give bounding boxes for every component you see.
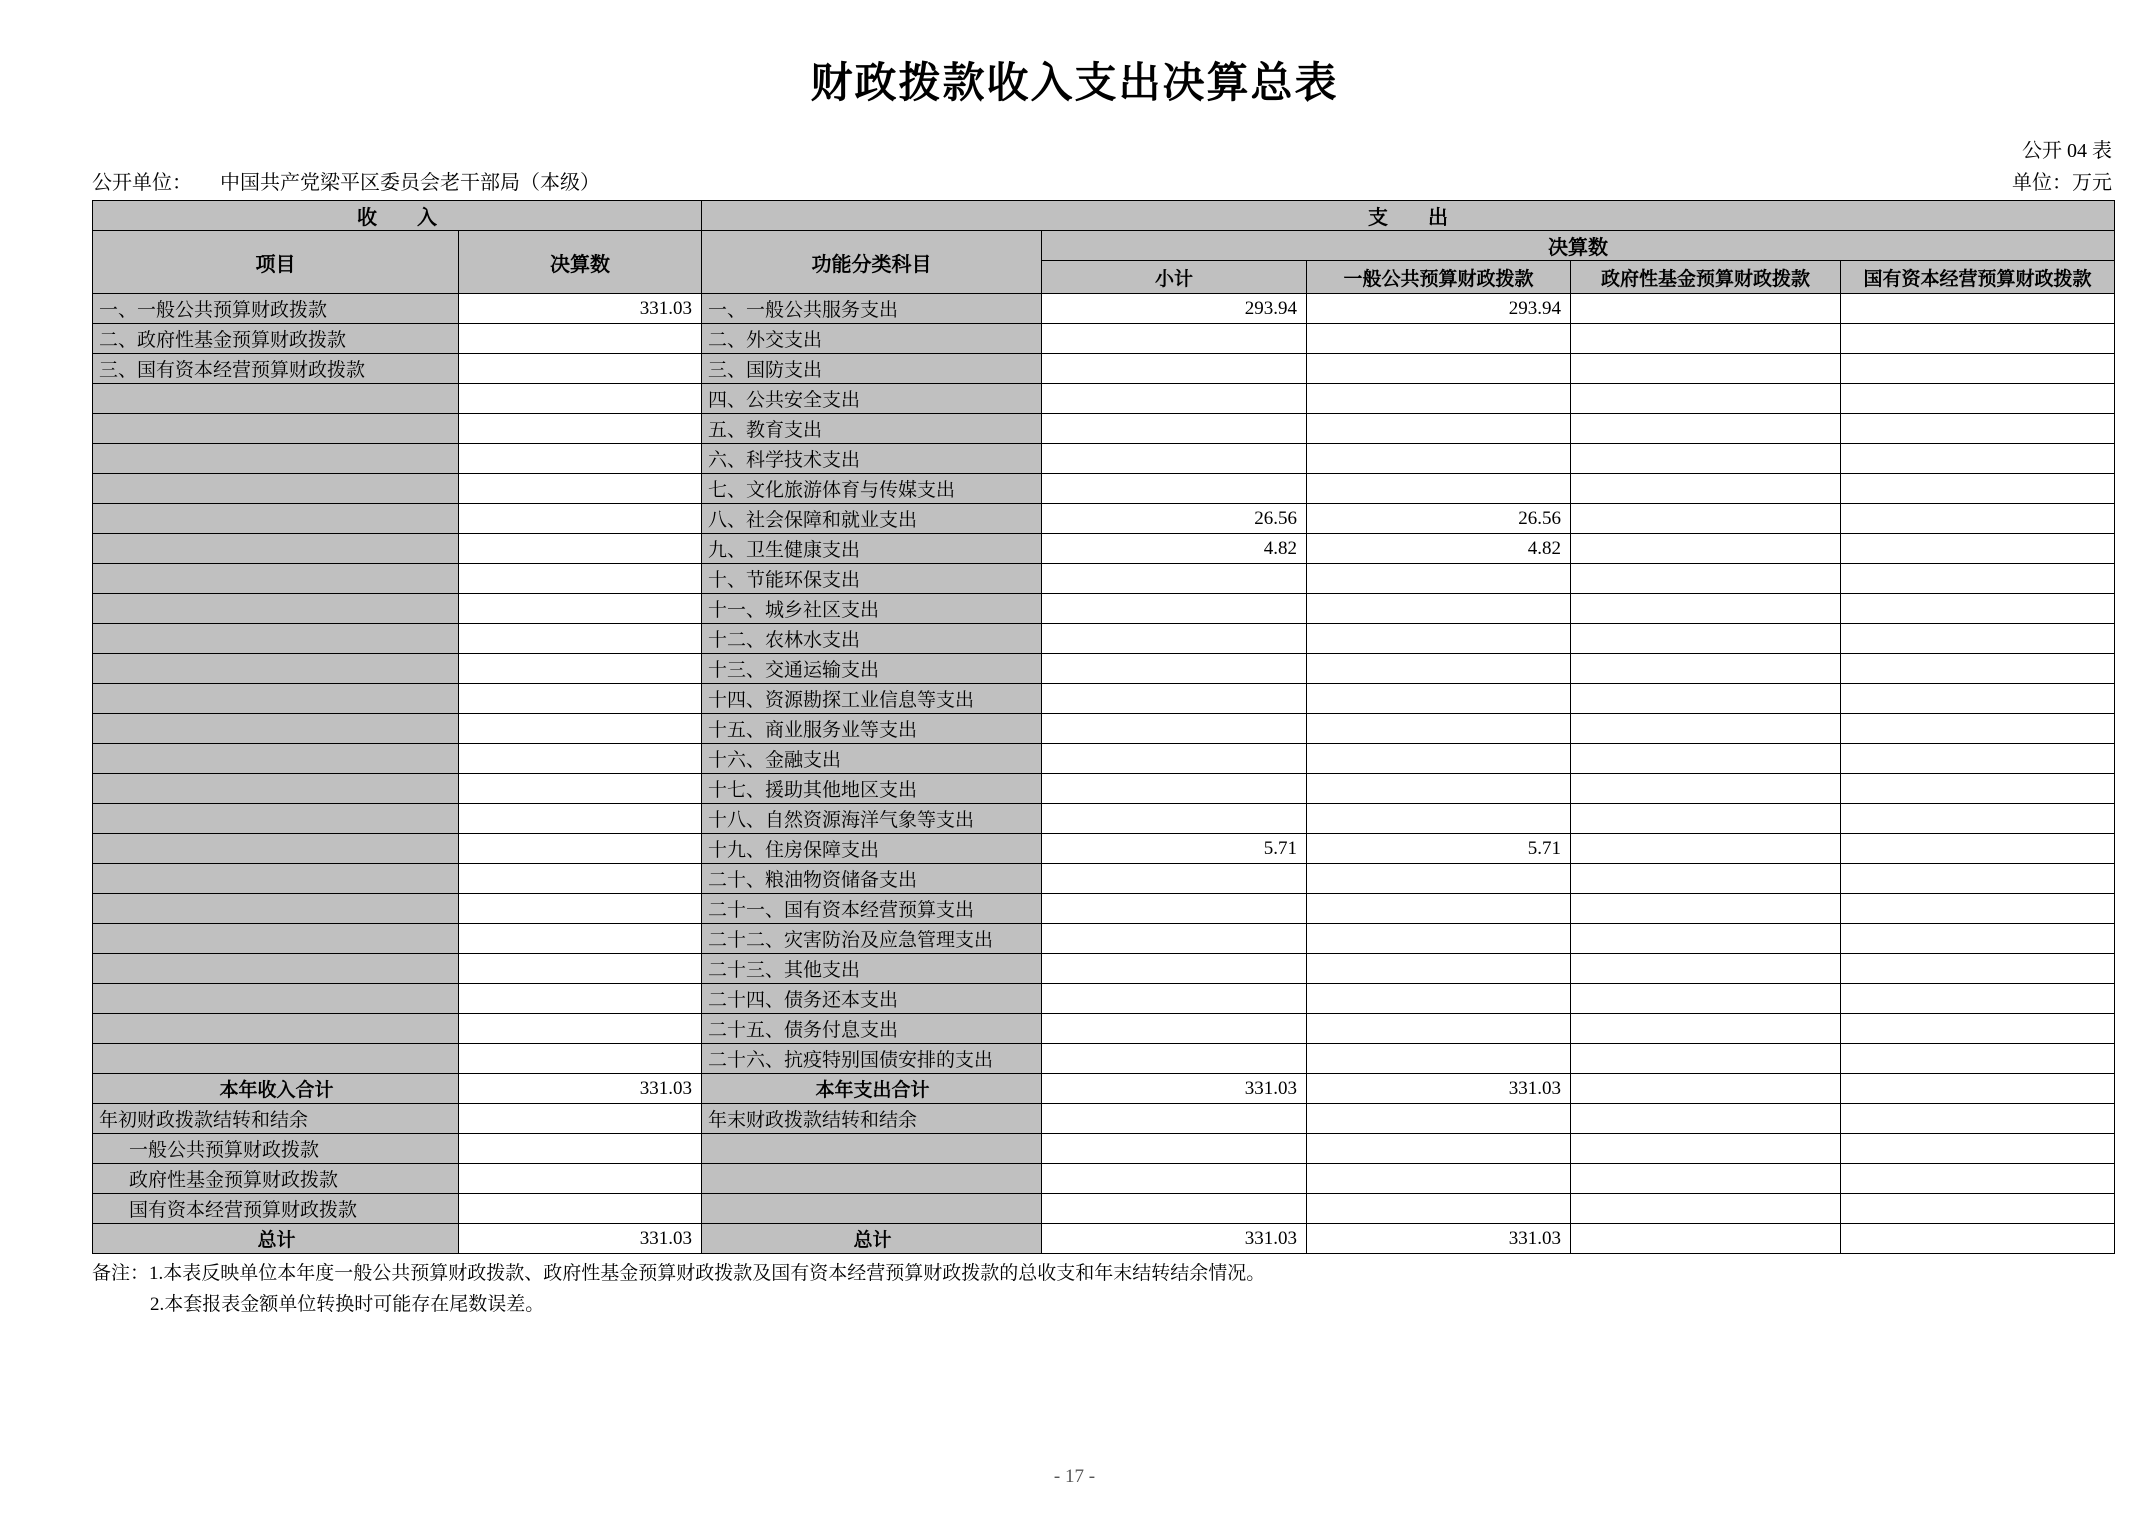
expense-state-capital-cell	[1841, 804, 2115, 834]
table-row	[93, 1164, 2115, 1194]
revenue-value-cell	[459, 414, 702, 444]
expense-gov-fund-cell	[1571, 384, 1841, 414]
expense-state-capital-cell	[1841, 834, 2115, 864]
expense-item-cell: 十七、援助其他地区支出	[702, 774, 1042, 804]
expense-gov-fund-cell	[1571, 654, 1841, 684]
revenue-value-cell	[459, 924, 702, 954]
expense-gov-fund-cell	[1571, 684, 1841, 714]
table-row	[93, 714, 2115, 744]
expense-item-cell: 六、科学技术支出	[702, 444, 1042, 474]
expense-state-capital-cell	[1841, 384, 2115, 414]
revenue-value-cell	[459, 534, 702, 564]
revenue-value-cell	[459, 384, 702, 414]
revenue-value-cell	[459, 624, 702, 654]
sheet-number: 公开 04 表	[2022, 140, 2112, 162]
table-row	[93, 1074, 2115, 1104]
expense-gov-fund-cell	[1571, 894, 1841, 924]
expense-state-capital-cell	[1841, 564, 2115, 594]
revenue-value-cell	[459, 1164, 702, 1194]
revenue-value-cell	[459, 954, 702, 984]
expense-general-budget-cell: 4.82	[1307, 534, 1571, 564]
revenue-item-cell	[93, 654, 459, 684]
table-row	[93, 444, 2115, 474]
col-header-general-budget: 一般公共预算财政拨款	[1307, 261, 1571, 294]
revenue-value-cell: 331.03	[459, 1224, 702, 1254]
expense-state-capital-cell	[1841, 984, 2115, 1014]
expense-gov-fund-cell	[1571, 1074, 1841, 1104]
expense-state-capital-cell	[1841, 1104, 2115, 1134]
expense-state-capital-cell	[1841, 894, 2115, 924]
expense-subtotal-cell	[1042, 384, 1307, 414]
revenue-item-cell: 三、国有资本经营预算财政拨款	[93, 354, 459, 384]
revenue-value-cell	[459, 324, 702, 354]
expense-item-cell: 十三、交通运输支出	[702, 654, 1042, 684]
revenue-item-cell	[93, 534, 459, 564]
revenue-item-cell	[93, 864, 459, 894]
expense-item-cell	[702, 1194, 1042, 1224]
expense-gov-fund-cell	[1571, 534, 1841, 564]
expense-gov-fund-cell	[1571, 924, 1841, 954]
expense-gov-fund-cell	[1571, 504, 1841, 534]
revenue-item-cell	[93, 444, 459, 474]
table-row	[93, 624, 2115, 654]
expense-gov-fund-cell	[1571, 444, 1841, 474]
expense-state-capital-cell	[1841, 684, 2115, 714]
revenue-value-cell	[459, 684, 702, 714]
expense-subtotal-cell: 331.03	[1042, 1074, 1307, 1104]
col-header-gov-fund-budget: 政府性基金预算财政拨款	[1571, 261, 1841, 294]
note-line-1: 备注：1.本表反映单位本年度一般公共预算财政拨款、政府性基金预算财政拨款及国有资本经营预算财政拨款的总收支和年末结转结余情况。	[92, 1263, 1266, 1284]
revenue-value-cell: 331.03	[459, 1074, 702, 1104]
table-row	[93, 1104, 2115, 1134]
expense-state-capital-cell	[1841, 594, 2115, 624]
expense-general-budget-cell	[1307, 804, 1571, 834]
expense-general-budget-cell	[1307, 594, 1571, 624]
expense-general-budget-cell	[1307, 954, 1571, 984]
expense-subtotal-cell	[1042, 624, 1307, 654]
expense-state-capital-cell	[1841, 444, 2115, 474]
revenue-item-cell: 政府性基金预算财政拨款	[93, 1164, 459, 1194]
expense-gov-fund-cell	[1571, 354, 1841, 384]
expense-general-budget-cell	[1307, 1044, 1571, 1074]
revenue-value-cell	[459, 564, 702, 594]
expense-gov-fund-cell	[1571, 774, 1841, 804]
revenue-item-cell	[93, 414, 459, 444]
expense-subtotal-cell: 331.03	[1042, 1224, 1307, 1254]
expense-subtotal-cell	[1042, 1014, 1307, 1044]
expense-gov-fund-cell	[1571, 1044, 1841, 1074]
expense-subtotal-cell	[1042, 684, 1307, 714]
expense-general-budget-cell	[1307, 894, 1571, 924]
expense-item-cell: 十四、资源勘探工业信息等支出	[702, 684, 1042, 714]
expense-subtotal-cell	[1042, 1104, 1307, 1134]
revenue-value-cell	[459, 864, 702, 894]
revenue-value-cell	[459, 474, 702, 504]
revenue-item-cell	[93, 684, 459, 714]
revenue-item-cell: 国有资本经营预算财政拨款	[93, 1194, 459, 1224]
col-header-subtotal: 小计	[1042, 261, 1307, 294]
table-row	[93, 804, 2115, 834]
revenue-item-cell	[93, 474, 459, 504]
page-number: - 17 -	[1053, 1466, 1096, 1487]
revenue-value-cell	[459, 984, 702, 1014]
expense-gov-fund-cell	[1571, 1164, 1841, 1194]
expense-item-cell	[702, 1134, 1042, 1164]
expense-subtotal-cell	[1042, 954, 1307, 984]
revenue-value-cell	[459, 594, 702, 624]
expense-state-capital-cell	[1841, 534, 2115, 564]
revenue-value-cell	[459, 1014, 702, 1044]
expense-general-budget-cell	[1307, 324, 1571, 354]
expense-state-capital-cell	[1841, 624, 2115, 654]
expense-general-budget-cell: 293.94	[1307, 294, 1571, 324]
expense-subtotal-cell	[1042, 804, 1307, 834]
expense-general-budget-cell	[1307, 564, 1571, 594]
expense-state-capital-cell	[1841, 1074, 2115, 1104]
col-header-final-amount: 决算数	[459, 231, 702, 294]
revenue-item-cell: 年初财政拨款结转和结余	[93, 1104, 459, 1134]
table-row	[93, 894, 2115, 924]
expense-state-capital-cell	[1841, 744, 2115, 774]
expense-item-cell: 二十六、抗疫特别国债安排的支出	[702, 1044, 1042, 1074]
expense-subtotal-cell	[1042, 894, 1307, 924]
table-row	[93, 354, 2115, 384]
expense-subtotal-cell	[1042, 714, 1307, 744]
expense-item-cell: 七、文化旅游体育与传媒支出	[702, 474, 1042, 504]
expense-item-cell: 二十二、灾害防治及应急管理支出	[702, 924, 1042, 954]
revenue-value-cell	[459, 1044, 702, 1074]
expense-item-cell: 二十四、债务还本支出	[702, 984, 1042, 1014]
table-row	[93, 594, 2115, 624]
expense-state-capital-cell	[1841, 1044, 2115, 1074]
page-title: 财政拨款收入支出决算总表	[810, 61, 1339, 107]
revenue-item-cell	[93, 1044, 459, 1074]
table-row	[93, 474, 2115, 504]
expense-subtotal-cell	[1042, 1164, 1307, 1194]
expense-item-cell: 二、外交支出	[702, 324, 1042, 354]
revenue-value-cell	[459, 744, 702, 774]
expense-state-capital-cell	[1841, 864, 2115, 894]
expense-state-capital-cell	[1841, 1224, 2115, 1254]
table-row	[93, 564, 2115, 594]
expense-gov-fund-cell	[1571, 1104, 1841, 1134]
expense-gov-fund-cell	[1571, 804, 1841, 834]
expense-state-capital-cell	[1841, 324, 2115, 354]
expense-item-cell: 九、卫生健康支出	[702, 534, 1042, 564]
expense-state-capital-cell	[1841, 294, 2115, 324]
expense-item-cell: 十五、商业服务业等支出	[702, 714, 1042, 744]
expense-state-capital-cell	[1841, 504, 2115, 534]
expense-subtotal-cell	[1042, 444, 1307, 474]
table-row	[93, 294, 2115, 324]
expense-item-cell: 四、公共安全支出	[702, 384, 1042, 414]
note-line-2: 2.本套报表金额单位转换时可能存在尾数误差。	[150, 1294, 545, 1315]
table-row	[93, 924, 2115, 954]
revenue-value-cell	[459, 894, 702, 924]
col-header-final-amount-group: 决算数	[1042, 231, 2115, 261]
expense-general-budget-cell	[1307, 744, 1571, 774]
revenue-value-cell	[459, 354, 702, 384]
expense-state-capital-cell	[1841, 414, 2115, 444]
expense-general-budget-cell	[1307, 1014, 1571, 1044]
expense-general-budget-cell: 331.03	[1307, 1224, 1571, 1254]
expense-gov-fund-cell	[1571, 1224, 1841, 1254]
expense-subtotal-cell: 293.94	[1042, 294, 1307, 324]
expense-subtotal-cell	[1042, 984, 1307, 1014]
expense-subtotal-cell	[1042, 654, 1307, 684]
revenue-value-cell	[459, 804, 702, 834]
expense-gov-fund-cell	[1571, 594, 1841, 624]
expense-subtotal-cell	[1042, 924, 1307, 954]
revenue-value-cell	[459, 654, 702, 684]
expense-item-cell: 五、教育支出	[702, 414, 1042, 444]
expense-gov-fund-cell	[1571, 1134, 1841, 1164]
expense-item-cell: 年末财政拨款结转和结余	[702, 1104, 1042, 1134]
expense-state-capital-cell	[1841, 924, 2115, 954]
table-row	[93, 984, 2115, 1014]
table-row	[93, 384, 2115, 414]
table-header-row	[93, 231, 2115, 261]
expense-general-budget-cell	[1307, 414, 1571, 444]
expense-state-capital-cell	[1841, 774, 2115, 804]
expense-general-budget-cell	[1307, 474, 1571, 504]
table-row	[93, 654, 2115, 684]
expense-general-budget-cell: 331.03	[1307, 1074, 1571, 1104]
expense-general-budget-cell	[1307, 384, 1571, 414]
expense-item-cell: 八、社会保障和就业支出	[702, 504, 1042, 534]
expense-general-budget-cell	[1307, 864, 1571, 894]
expense-item-cell: 二十五、债务付息支出	[702, 1014, 1042, 1044]
revenue-value-cell	[459, 834, 702, 864]
expense-general-budget-cell	[1307, 444, 1571, 474]
expense-subtotal-cell	[1042, 1044, 1307, 1074]
expense-section-header: 支 出	[702, 201, 2115, 231]
expense-general-budget-cell	[1307, 1134, 1571, 1164]
table-row	[93, 1014, 2115, 1044]
table-row	[93, 864, 2115, 894]
expense-general-budget-cell	[1307, 654, 1571, 684]
expense-state-capital-cell	[1841, 714, 2115, 744]
revenue-value-cell	[459, 444, 702, 474]
expense-item-cell: 十、节能环保支出	[702, 564, 1042, 594]
expense-gov-fund-cell	[1571, 744, 1841, 774]
revenue-item-cell: 二、政府性基金预算财政拨款	[93, 324, 459, 354]
revenue-item-cell: 总计	[93, 1224, 459, 1254]
revenue-value-cell	[459, 1134, 702, 1164]
table-row	[93, 744, 2115, 774]
expense-subtotal-cell	[1042, 414, 1307, 444]
expense-state-capital-cell	[1841, 1134, 2115, 1164]
table-row	[93, 1134, 2115, 1164]
revenue-item-cell	[93, 1014, 459, 1044]
expense-gov-fund-cell	[1571, 624, 1841, 654]
meta-row	[92, 166, 2112, 195]
revenue-item-cell	[93, 504, 459, 534]
revenue-item-cell	[93, 984, 459, 1014]
expense-item-cell: 总计	[702, 1224, 1042, 1254]
expense-general-budget-cell: 26.56	[1307, 504, 1571, 534]
expense-subtotal-cell	[1042, 324, 1307, 354]
publishing-unit-label: 公开单位：	[92, 172, 192, 194]
table-row	[93, 1194, 2115, 1224]
expense-subtotal-cell	[1042, 1134, 1307, 1164]
expense-subtotal-cell	[1042, 594, 1307, 624]
table-row	[93, 1044, 2115, 1074]
expense-state-capital-cell	[1841, 954, 2115, 984]
budget-table	[92, 200, 2115, 1254]
expense-gov-fund-cell	[1571, 294, 1841, 324]
revenue-value-cell	[459, 1194, 702, 1224]
expense-state-capital-cell	[1841, 1164, 2115, 1194]
table-row	[93, 834, 2115, 864]
expense-item-cell: 十九、住房保障支出	[702, 834, 1042, 864]
table-body	[93, 294, 2115, 1254]
col-header-state-capital-budget: 国有资本经营预算财政拨款	[1841, 261, 2115, 294]
expense-subtotal-cell: 4.82	[1042, 534, 1307, 564]
expense-state-capital-cell	[1841, 354, 2115, 384]
expense-item-cell: 十六、金融支出	[702, 744, 1042, 774]
revenue-item-cell	[93, 714, 459, 744]
revenue-item-cell	[93, 834, 459, 864]
expense-item-cell: 三、国防支出	[702, 354, 1042, 384]
expense-subtotal-cell	[1042, 564, 1307, 594]
unit-label: 单位：万元	[2012, 172, 2112, 194]
expense-item-cell: 本年支出合计	[702, 1074, 1042, 1104]
revenue-value-cell	[459, 504, 702, 534]
expense-gov-fund-cell	[1571, 1014, 1841, 1044]
expense-general-budget-cell	[1307, 984, 1571, 1014]
expense-general-budget-cell	[1307, 684, 1571, 714]
expense-subtotal-cell	[1042, 864, 1307, 894]
col-header-item: 项目	[93, 231, 459, 294]
table-row	[93, 1224, 2115, 1254]
revenue-item-cell	[93, 744, 459, 774]
expense-state-capital-cell	[1841, 474, 2115, 504]
notes	[92, 1258, 2112, 1320]
expense-gov-fund-cell	[1571, 954, 1841, 984]
revenue-value-cell: 331.03	[459, 294, 702, 324]
table-row	[93, 684, 2115, 714]
expense-general-budget-cell	[1307, 774, 1571, 804]
expense-item-cell	[702, 1164, 1042, 1194]
table-row	[93, 504, 2115, 534]
revenue-item-cell	[93, 924, 459, 954]
expense-state-capital-cell	[1841, 1194, 2115, 1224]
expense-state-capital-cell	[1841, 1014, 2115, 1044]
table-row	[93, 774, 2115, 804]
revenue-item-cell	[93, 894, 459, 924]
table-row	[93, 954, 2115, 984]
table-row	[93, 414, 2115, 444]
table-row	[93, 534, 2115, 564]
expense-subtotal-cell	[1042, 744, 1307, 774]
expense-gov-fund-cell	[1571, 474, 1841, 504]
expense-subtotal-cell	[1042, 474, 1307, 504]
income-section-header: 收 入	[93, 201, 702, 231]
revenue-item-cell: 一、一般公共预算财政拨款	[93, 294, 459, 324]
expense-gov-fund-cell	[1571, 834, 1841, 864]
table-row	[93, 324, 2115, 354]
revenue-value-cell	[459, 774, 702, 804]
expense-state-capital-cell	[1841, 654, 2115, 684]
revenue-item-cell	[93, 564, 459, 594]
revenue-item-cell: 本年收入合计	[93, 1074, 459, 1104]
col-header-functional-category: 功能分类科目	[702, 231, 1042, 294]
expense-item-cell: 一、一般公共服务支出	[702, 294, 1042, 324]
expense-item-cell: 十八、自然资源海洋气象等支出	[702, 804, 1042, 834]
expense-subtotal-cell: 5.71	[1042, 834, 1307, 864]
publishing-unit-name: 中国共产党梁平区委员会老干部局（本级）	[220, 172, 600, 194]
expense-general-budget-cell	[1307, 924, 1571, 954]
expense-gov-fund-cell	[1571, 864, 1841, 894]
expense-gov-fund-cell	[1571, 984, 1841, 1014]
expense-general-budget-cell	[1307, 1164, 1571, 1194]
expense-subtotal-cell	[1042, 1194, 1307, 1224]
expense-item-cell: 十二、农林水支出	[702, 624, 1042, 654]
revenue-item-cell	[93, 774, 459, 804]
revenue-value-cell	[459, 1104, 702, 1134]
expense-gov-fund-cell	[1571, 324, 1841, 354]
expense-gov-fund-cell	[1571, 564, 1841, 594]
expense-general-budget-cell	[1307, 1194, 1571, 1224]
expense-gov-fund-cell	[1571, 1194, 1841, 1224]
revenue-item-cell	[93, 594, 459, 624]
expense-subtotal-cell: 26.56	[1042, 504, 1307, 534]
revenue-item-cell: 一般公共预算财政拨款	[93, 1134, 459, 1164]
expense-subtotal-cell	[1042, 354, 1307, 384]
expense-general-budget-cell	[1307, 714, 1571, 744]
expense-general-budget-cell: 5.71	[1307, 834, 1571, 864]
revenue-item-cell	[93, 624, 459, 654]
expense-item-cell: 十一、城乡社区支出	[702, 594, 1042, 624]
table-header-row	[93, 201, 2115, 231]
revenue-item-cell	[93, 384, 459, 414]
publishing-unit	[92, 166, 600, 195]
expense-general-budget-cell	[1307, 624, 1571, 654]
expense-gov-fund-cell	[1571, 714, 1841, 744]
expense-general-budget-cell	[1307, 354, 1571, 384]
revenue-item-cell	[93, 954, 459, 984]
expense-subtotal-cell	[1042, 774, 1307, 804]
revenue-item-cell	[93, 804, 459, 834]
expense-gov-fund-cell	[1571, 414, 1841, 444]
expense-item-cell: 二十、粮油物资储备支出	[702, 864, 1042, 894]
revenue-value-cell	[459, 714, 702, 744]
expense-item-cell: 二十三、其他支出	[702, 954, 1042, 984]
expense-general-budget-cell	[1307, 1104, 1571, 1134]
expense-item-cell: 二十一、国有资本经营预算支出	[702, 894, 1042, 924]
